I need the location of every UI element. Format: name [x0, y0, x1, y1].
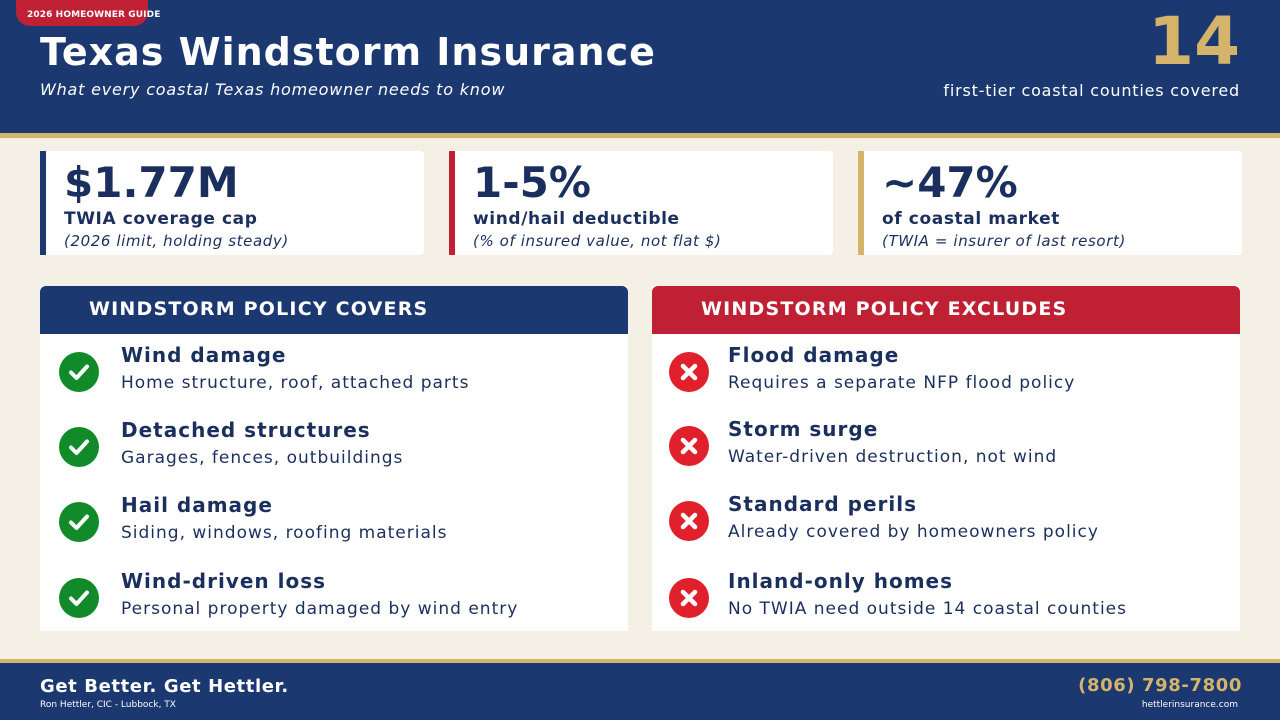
list-item — [40, 569, 628, 639]
item-desc: Already covered by homeowners policy — [728, 522, 1099, 542]
item-title: Flood damage — [728, 343, 900, 367]
stat-label: of coastal market — [882, 209, 1060, 229]
item-title: Wind-driven loss — [121, 569, 327, 593]
stat-label: TWIA coverage cap — [64, 209, 258, 229]
check-circle-icon — [59, 352, 99, 392]
item-desc: Home structure, roof, attached parts — [121, 373, 470, 393]
item-title: Inland-only homes — [728, 569, 954, 593]
footer-bar — [0, 663, 1280, 720]
stat-card-market-share — [858, 151, 1242, 255]
item-title: Storm surge — [728, 417, 879, 441]
covers-heading: WINDSTORM POLICY COVERS — [40, 286, 628, 334]
item-desc: Siding, windows, roofing materials — [121, 523, 448, 543]
item-desc: Garages, fences, outbuildings — [121, 448, 404, 468]
item-desc: Water-driven destruction, not wind — [728, 447, 1058, 467]
list-item — [652, 417, 1240, 487]
covers-panel — [40, 286, 628, 631]
stat-accent-bar — [858, 151, 864, 255]
excludes-panel — [652, 286, 1240, 631]
list-item — [652, 569, 1240, 639]
footer-slogan: Get Better. Get Hettler. — [40, 676, 289, 697]
stat-note: (% of insured value, not flat $) — [473, 232, 722, 250]
x-circle-icon — [669, 426, 709, 466]
item-desc: No TWIA need outside 14 coastal counties — [728, 599, 1127, 619]
stat-accent-bar — [449, 151, 455, 255]
footer-phone[interactable]: (806) 798-7800 — [1078, 675, 1242, 696]
stat-note: (TWIA = insurer of last resort) — [882, 232, 1126, 250]
item-title: Hail damage — [121, 493, 273, 517]
header-divider — [0, 133, 1280, 138]
list-item — [652, 343, 1240, 413]
stat-value: ~47% — [882, 158, 1018, 207]
page-subtitle: What every coastal Texas homeowner needs to know — [40, 80, 506, 99]
item-title: Wind damage — [121, 343, 287, 367]
stat-value: 1-5% — [473, 158, 591, 207]
list-item — [40, 343, 628, 413]
page-title: Texas Windstorm Insurance — [40, 30, 656, 74]
stat-note: (2026 limit, holding steady) — [64, 232, 289, 250]
counties-count: 14 — [1148, 3, 1240, 80]
check-circle-icon — [59, 578, 99, 618]
item-desc: Requires a separate NFP flood policy — [728, 373, 1076, 393]
stat-value: $1.77M — [64, 158, 239, 207]
x-circle-icon — [669, 578, 709, 618]
x-circle-icon — [669, 352, 709, 392]
item-title: Standard perils — [728, 492, 918, 516]
stat-accent-bar — [40, 151, 46, 255]
footer-agent: Ron Hettler, CIC - Lubbock, TX — [40, 700, 176, 710]
guide-tag: 2026 HOMEOWNER GUIDE — [16, 0, 148, 26]
list-item — [652, 492, 1240, 562]
counties-caption: first-tier coastal counties covered — [943, 81, 1240, 100]
excludes-heading: WINDSTORM POLICY EXCLUDES — [652, 286, 1240, 334]
footer-website[interactable]: hettlerinsurance.com — [1141, 700, 1238, 710]
stat-card-coverage-cap — [40, 151, 424, 255]
list-item — [40, 493, 628, 563]
item-desc: Personal property damaged by wind entry — [121, 599, 519, 619]
header-banner — [0, 0, 1280, 133]
check-circle-icon — [59, 427, 99, 467]
stat-card-deductible — [449, 151, 833, 255]
list-item — [40, 418, 628, 488]
x-circle-icon — [669, 501, 709, 541]
item-title: Detached structures — [121, 418, 371, 442]
stat-label: wind/hail deductible — [473, 209, 680, 229]
check-circle-icon — [59, 502, 99, 542]
